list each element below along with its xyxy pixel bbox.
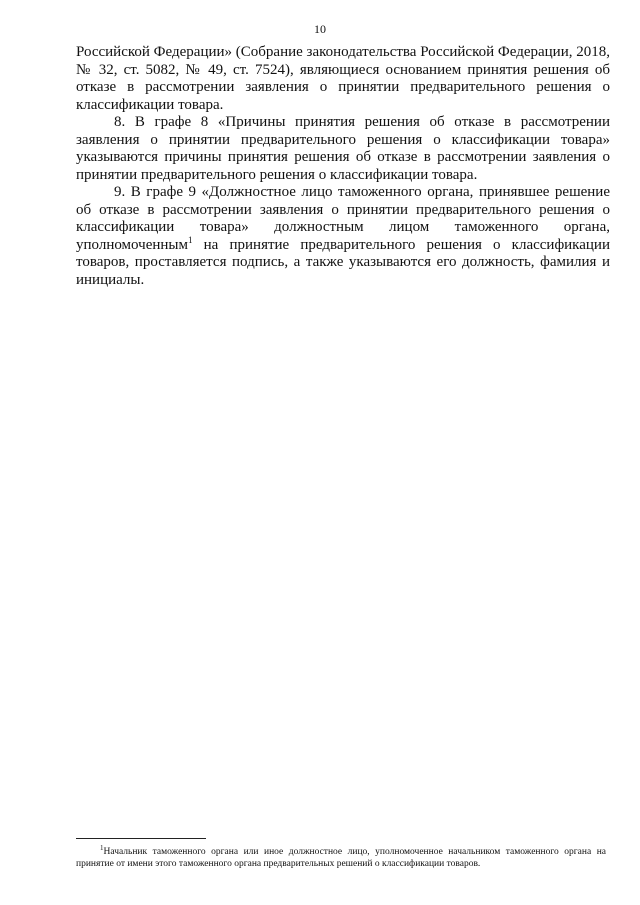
page-number: 10 bbox=[314, 22, 326, 36]
paragraph-continuation: Российской Федерации» (Собрание законодательства Российской Федерации, 2018, № 32, ст. 5082, № 49, ст. 7524), являющиеся основанием принятия решения об отказе в рассмотрении заявления о принятии предварительного решения о классификации товара. bbox=[76, 44, 610, 113]
footnote-mark: 1 bbox=[100, 843, 104, 852]
paragraph-item-9 bbox=[76, 184, 610, 289]
paragraph-item-9-text-a: 9. В графе 9 «Должностное лицо таможенного органа, принявшее решение об отказе в рассмотрении заявления о принятии предварительного решения о классификации товара» должностным лицом таможенного органа, уполномоченным bbox=[76, 184, 610, 253]
document-body bbox=[76, 44, 610, 289]
footnote bbox=[76, 843, 606, 870]
paragraph-item-8: 8. В графе 8 «Причины принятия решения об отказе в рассмотрении заявления о принятии предварительного решения о классификации товара» указываются причины принятия решения об отказе в рассмотрении заявления о принятии предварительного решения о классификации товара. bbox=[76, 114, 610, 183]
footnote-reference: 1 bbox=[188, 234, 193, 245]
paragraph-item-9-text-b: на принятие предварительного решения о классификации товаров, проставляется подпись, а также указываются его должность, фамилия и инициалы. bbox=[76, 236, 610, 288]
footnote-text: Начальник таможенного органа или иное должностное лицо, уполномоченное начальником таможенного органа на принятие от имени этого таможенного органа предварительных решений о классификации товаров. bbox=[76, 847, 606, 869]
footnote-separator bbox=[76, 838, 206, 839]
